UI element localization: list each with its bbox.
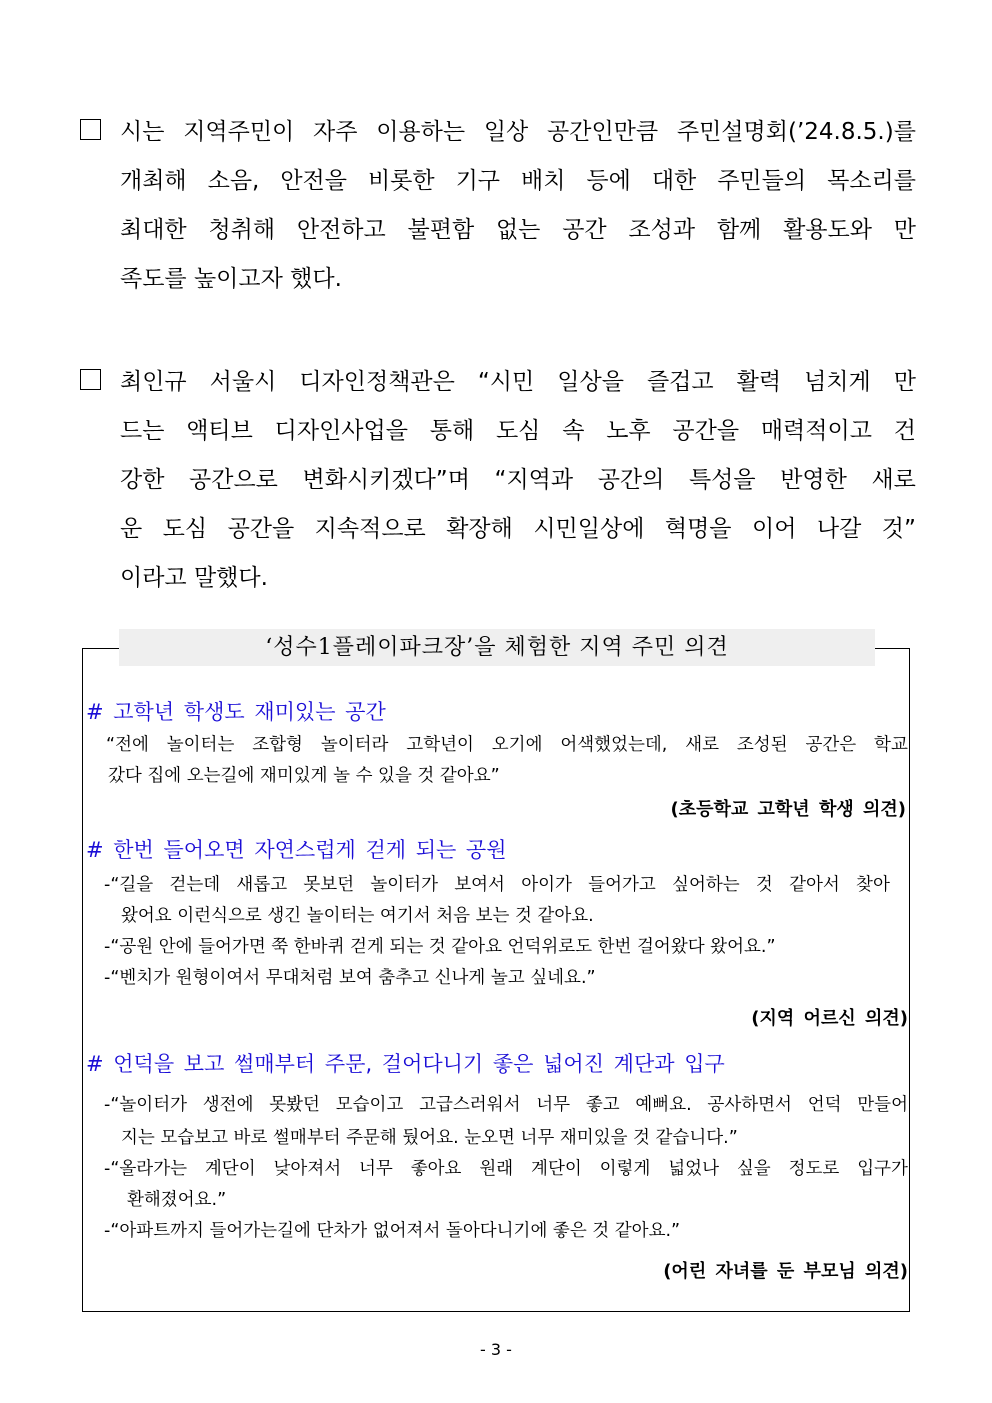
word: 새로 <box>871 467 916 493</box>
word: 비롯한 <box>367 168 435 194</box>
word: 새롭고 <box>236 875 288 895</box>
quote-line <box>106 730 908 761</box>
word: 입구가 <box>857 1159 908 1179</box>
page-number: - 3 - <box>480 1340 512 1359</box>
word: 일상 <box>483 119 529 145</box>
word: 확장해 <box>446 516 513 542</box>
paragraph-line <box>120 157 916 206</box>
word: 혁명을 <box>664 516 732 542</box>
word: 어색했었는데, <box>560 735 668 755</box>
word: 싶을 <box>736 1159 771 1179</box>
paragraph-line <box>120 206 916 255</box>
word: 고급스러워서 <box>419 1095 521 1115</box>
word: 놀이터가 <box>370 875 438 895</box>
word: 만 <box>893 217 916 243</box>
paragraph-2 <box>80 358 916 603</box>
quote-line <box>104 870 890 901</box>
quote-line <box>104 1090 908 1121</box>
word: 찾아 <box>856 875 890 895</box>
word: 자주 <box>313 119 358 145</box>
word: 언덕 <box>807 1095 842 1115</box>
word: 건 <box>893 418 916 444</box>
word: 걷는데 <box>169 875 221 895</box>
word: 개최해 <box>120 168 187 194</box>
quote-line <box>104 1154 908 1185</box>
paragraph-1 <box>80 108 916 304</box>
word: 안전하고 <box>296 217 386 243</box>
word: 지속적으로 <box>314 516 426 542</box>
word: 고학년이 <box>406 735 474 755</box>
word: 서울시 <box>209 369 277 395</box>
word: 것 <box>755 875 773 895</box>
word: 기구 <box>455 168 501 194</box>
word: 놀이터는 <box>166 735 235 755</box>
word: 지역주민이 <box>183 119 295 145</box>
word: 조성된 <box>736 735 788 755</box>
word: 못보던 <box>303 875 355 895</box>
word: 즐겁고 <box>646 369 714 395</box>
word: 나갈 <box>816 516 862 542</box>
bullet-box-icon <box>80 119 101 140</box>
word: 같아서 <box>789 875 840 895</box>
word: 도심 <box>495 418 541 444</box>
word: 강한 <box>120 467 165 493</box>
word: 배치 <box>521 168 566 194</box>
word: 드는 <box>120 418 165 444</box>
word: 원래 <box>479 1159 514 1179</box>
word: 공간을 <box>672 418 740 444</box>
word: -“길을 <box>104 875 154 895</box>
word: 시는 <box>120 119 165 145</box>
word: “지역과 <box>494 467 574 493</box>
quote-line: 지는 모습보고 바로 썰매부터 주문해 뒀어요. 눈오면 너무 재미있을 것 같습니다.” <box>121 1128 738 1148</box>
paragraph-line: 이라고 말했다. <box>120 565 268 591</box>
word: 목소리를 <box>827 168 916 194</box>
word: 아이가 <box>521 875 572 895</box>
word: 이용하는 <box>376 119 466 145</box>
word: 불편함 <box>407 217 475 243</box>
word: 공사하면서 <box>707 1095 792 1115</box>
word: 공간을 <box>227 516 295 542</box>
word: 정도로 <box>788 1159 840 1179</box>
paragraph-line <box>120 108 916 157</box>
word: -“놀이터가 <box>104 1095 188 1115</box>
quote-line: -“벤치가 원형이여서 무대처럼 보여 춤추고 신나게 놀고 싶네요.” <box>104 968 596 988</box>
word: 공간으로 <box>189 467 278 493</box>
word: 놀이터라 <box>320 735 389 755</box>
word: 넓었나 <box>668 1159 719 1179</box>
word: 속 <box>562 418 585 444</box>
word: 반영한 <box>780 467 847 493</box>
quote-line: 환해졌어요.” <box>127 1190 227 1210</box>
word: 액티브 <box>186 418 253 444</box>
word: 함께 <box>716 217 762 243</box>
word: 소음, <box>207 168 260 194</box>
word: 좋고 <box>585 1095 620 1115</box>
quote-line: -“공원 안에 들어가면 쭉 한바퀴 걷게 되는 것 같아요 언덕위로도 한번 걸어왔다 왔어요.” <box>104 937 776 957</box>
word: 너무 <box>536 1095 571 1115</box>
word: 보여서 <box>454 875 505 895</box>
bullet-box-icon <box>80 369 101 390</box>
word: 시민일상에 <box>533 516 645 542</box>
word: 활용도와 <box>783 217 872 243</box>
word: 낮아져서 <box>273 1159 342 1179</box>
attribution: (지역 어르신 의견) <box>751 1008 908 1029</box>
word: 공간인만큼 <box>547 119 659 145</box>
section-heading: # 한번 들어오면 자연스럽게 걷게 되는 공원 <box>86 838 507 862</box>
word: 최대한 <box>120 217 187 243</box>
word: 이어 <box>751 516 797 542</box>
quote-line: -“아파트까지 들어가는길에 단차가 없어져서 돌아다니기에 좋은 것 같아요.” <box>104 1221 681 1241</box>
word: -“올라가는 <box>104 1159 188 1179</box>
word: 생전에 <box>202 1095 254 1115</box>
paragraph-line <box>120 358 916 407</box>
word: 공간 <box>562 217 607 243</box>
word: 예뻐요. <box>635 1095 692 1115</box>
word: 싶어하는 <box>672 875 740 895</box>
word: 것” <box>881 516 916 542</box>
word: 주민설명회(’24.8.5.)를 <box>676 119 916 145</box>
word: 디자인사업을 <box>274 418 408 444</box>
word: 공간의 <box>597 467 665 493</box>
word: 학교 <box>874 735 908 755</box>
paragraph-line: 족도를 높이고자 했다. <box>120 266 342 292</box>
quote-line: 왔어요 이런식으로 생긴 놀이터는 여기서 처음 보는 것 같아요. <box>121 906 594 926</box>
word: 이렇게 <box>599 1159 651 1179</box>
word: “시민 <box>477 369 535 395</box>
word: 넘치게 <box>804 369 871 395</box>
word: 디자인정책관은 <box>299 369 455 395</box>
word: 조합형 <box>252 735 303 755</box>
word: 조성과 <box>628 217 696 243</box>
word: 들어가고 <box>588 875 656 895</box>
word: 운 <box>120 516 143 542</box>
word: 모습이고 <box>335 1095 404 1115</box>
word: 새로 <box>685 735 720 755</box>
paragraph-line <box>120 505 916 554</box>
word: 매력적이고 <box>760 418 872 444</box>
word: 일상을 <box>557 369 624 395</box>
quote-line: 갔다 집에 오는길에 재미있게 놀 수 있을 것 같아요” <box>108 766 500 786</box>
word: 오기에 <box>491 735 543 755</box>
opinion-box-title: ‘성수1플레이파크장’을 체험한 지역 주민 의견 <box>119 629 875 666</box>
word: 만들어 <box>857 1095 908 1115</box>
word: 좋아요 <box>410 1159 462 1179</box>
section-heading: # 언덕을 보고 썰매부터 주문, 걸어다니기 좋은 넓어진 계단과 입구 <box>86 1052 725 1076</box>
word: 특성을 <box>688 467 756 493</box>
word: 통해 <box>429 418 475 444</box>
word: “전에 <box>106 735 149 755</box>
word: 너무 <box>359 1159 393 1179</box>
word: 도심 <box>162 516 208 542</box>
word: 등에 <box>586 168 631 194</box>
attribution: (초등학교 고학년 학생 의견) <box>670 799 906 820</box>
word: 변화시키겠다”며 <box>302 467 470 493</box>
word: 청취해 <box>208 217 276 243</box>
attribution: (어린 자녀를 둔 부모님 의견) <box>663 1261 908 1282</box>
word: 못봤던 <box>269 1095 320 1115</box>
word: 최인규 <box>120 369 187 395</box>
word: 계단이 <box>531 1159 582 1179</box>
paragraph-line <box>120 407 916 456</box>
word: 안전을 <box>280 168 347 194</box>
word: 노후 <box>606 418 651 444</box>
word: 활력 <box>736 369 782 395</box>
word: 만 <box>893 369 916 395</box>
word: 대한 <box>651 168 697 194</box>
word: 주민들의 <box>717 168 807 194</box>
section-heading: # 고학년 학생도 재미있는 공간 <box>86 700 386 724</box>
paragraph-line <box>120 456 916 505</box>
word: 공간은 <box>805 735 857 755</box>
word: 계단이 <box>204 1159 256 1179</box>
word: 없는 <box>495 217 541 243</box>
